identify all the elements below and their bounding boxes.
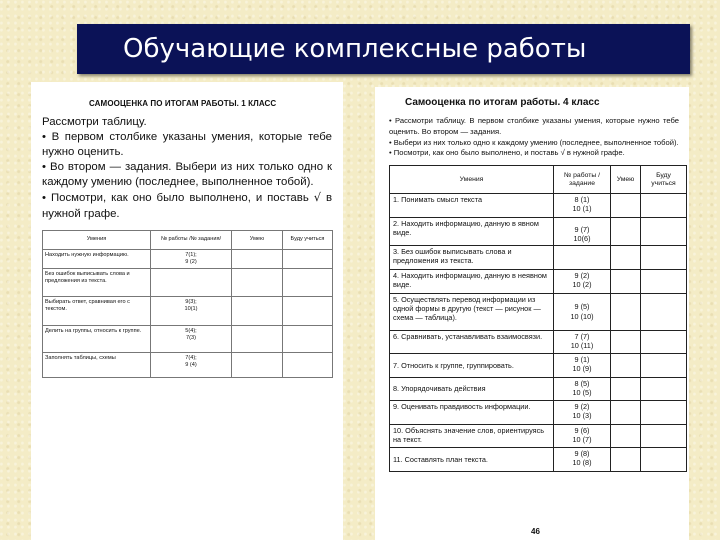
skill-cell: 1. Понимать смысл текста bbox=[390, 194, 554, 218]
task-cell: 9 (5) 10 (10) bbox=[554, 293, 611, 330]
task-cell: 9 (2) 10 (2) bbox=[554, 269, 611, 293]
bullet-icon: • bbox=[389, 148, 394, 158]
can-do-cell[interactable] bbox=[611, 269, 641, 293]
will-learn-cell[interactable] bbox=[641, 293, 687, 330]
grade4-page-title: Самооценка по итогам работы. 4 класс bbox=[405, 97, 600, 108]
grade1-self-assessment-table bbox=[42, 230, 333, 378]
task-cell: 9(3); 10(1) bbox=[151, 296, 232, 325]
bullet-icon: • bbox=[389, 116, 396, 125]
table-row bbox=[43, 352, 333, 377]
page-number: 46 bbox=[531, 527, 540, 536]
grade4-instructions bbox=[389, 116, 679, 159]
table-row bbox=[390, 377, 687, 401]
can-do-cell[interactable] bbox=[232, 352, 283, 377]
grade1-worksheet-page bbox=[31, 82, 343, 540]
skill-cell: 10. Объяснять значение слов, ориентируясь на текст. bbox=[390, 424, 554, 448]
table-header-row bbox=[390, 166, 687, 194]
task-cell bbox=[151, 268, 232, 296]
table-row bbox=[390, 354, 687, 378]
grade4-self-assessment-table bbox=[389, 165, 687, 472]
skill-cell: Находить нужную информацию. bbox=[43, 249, 151, 268]
grade1-instruction-1: Рассмотри таблицу. bbox=[42, 116, 147, 128]
task-cell bbox=[554, 245, 611, 269]
task-cell: 9 (1) 10 (9) bbox=[554, 354, 611, 378]
skill-cell: 9. Оценивать правдивость информации. bbox=[390, 401, 554, 425]
table-row bbox=[390, 194, 687, 218]
task-cell: 9 (2) 10 (3) bbox=[554, 401, 611, 425]
can-do-cell[interactable] bbox=[611, 354, 641, 378]
can-do-cell[interactable] bbox=[611, 293, 641, 330]
skill-cell: Выбирать ответ, сравнивая его с текстом. bbox=[43, 296, 151, 325]
header-can-do: Умею bbox=[611, 166, 641, 194]
can-do-cell[interactable] bbox=[232, 249, 283, 268]
task-cell: 8 (5) 10 (5) bbox=[554, 377, 611, 401]
task-cell: 9 (6) 10 (7) bbox=[554, 424, 611, 448]
will-learn-cell[interactable] bbox=[641, 354, 687, 378]
header-can-do: Умею bbox=[232, 230, 283, 249]
table-row bbox=[390, 401, 687, 425]
will-learn-cell[interactable] bbox=[283, 268, 333, 296]
will-learn-cell[interactable] bbox=[641, 448, 687, 472]
table-row bbox=[43, 249, 333, 268]
grade1-page-title: САМООЦЕНКА ПО ИТОГАМ РАБОТЫ. 1 КЛАСС bbox=[89, 99, 277, 108]
will-learn-cell[interactable] bbox=[641, 245, 687, 269]
will-learn-cell[interactable] bbox=[641, 330, 687, 354]
checkmark-icon: √ bbox=[313, 190, 321, 205]
slide-title: Обучающие комплексные работы bbox=[123, 34, 587, 64]
will-learn-cell[interactable] bbox=[283, 296, 333, 325]
skill-cell: 4. Находить информацию, данную в неявном виде. bbox=[390, 269, 554, 293]
will-learn-cell[interactable] bbox=[641, 401, 687, 425]
grade1-instruction-4: • Посмотри, как оно было выполнено, и поставь √ в нужной графе. bbox=[42, 190, 333, 220]
can-do-cell[interactable] bbox=[611, 245, 641, 269]
grade4-worksheet-page bbox=[375, 87, 689, 540]
header-will-learn: Буду учиться bbox=[641, 166, 687, 194]
can-do-cell[interactable] bbox=[611, 401, 641, 425]
task-cell: 9 (8) 10 (8) bbox=[554, 448, 611, 472]
table-row bbox=[390, 448, 687, 472]
can-do-cell[interactable] bbox=[611, 194, 641, 218]
task-cell: 7(1); 9 (2) bbox=[151, 249, 232, 268]
header-will-learn: Буду учиться bbox=[283, 230, 333, 249]
skill-cell: 3. Без ошибок выписывать слова и предложения из текста. bbox=[390, 245, 554, 269]
can-do-cell[interactable] bbox=[611, 424, 641, 448]
will-learn-cell[interactable] bbox=[283, 352, 333, 377]
will-learn-cell[interactable] bbox=[641, 269, 687, 293]
grade1-instruction-2: • В первом столбике указаны умения, которые тебе нужно оценить. bbox=[42, 131, 332, 159]
can-do-cell[interactable] bbox=[611, 330, 641, 354]
skill-cell: 5. Осуществлять перевод информации из одной формы в другую (текст — рисунок — схема — таблица). bbox=[390, 293, 554, 330]
can-do-cell[interactable] bbox=[611, 217, 641, 245]
grade4-instruction-1: • Рассмотри таблицу. В первом столбике указаны умения, которые нужно тебе оценить. Во втором — задания. bbox=[389, 116, 679, 136]
table-row bbox=[390, 245, 687, 269]
will-learn-cell[interactable] bbox=[641, 424, 687, 448]
will-learn-cell[interactable] bbox=[641, 217, 687, 245]
can-do-cell[interactable] bbox=[232, 296, 283, 325]
can-do-cell[interactable] bbox=[611, 377, 641, 401]
table-row bbox=[390, 293, 687, 330]
bullet-icon: • bbox=[42, 161, 50, 174]
will-learn-cell[interactable] bbox=[641, 377, 687, 401]
header-skills: Умения bbox=[43, 230, 151, 249]
task-cell: 5(4); 7(3) bbox=[151, 325, 232, 352]
slide-title-banner bbox=[77, 24, 690, 74]
header-task-number: № работы / задание bbox=[554, 166, 611, 194]
can-do-cell[interactable] bbox=[611, 448, 641, 472]
grade4-instruction-3: • Посмотри, как оно было выполнено, и поставь √ в нужной графе. bbox=[389, 148, 625, 158]
table-row bbox=[390, 330, 687, 354]
skill-cell: Заполнять таблицы, схемы bbox=[43, 352, 151, 377]
skill-cell: 11. Составлять план текста. bbox=[390, 448, 554, 472]
skill-cell: 6. Сравнивать, устанавливать взаимосвязи. bbox=[390, 330, 554, 354]
grade1-instruction-3: • Во втором — задания. Выбери из них только одно к каждому умению (последнее, выполненное тобой). bbox=[42, 161, 332, 189]
skill-cell: Без ошибок выписывать слова и предложения из текста. bbox=[43, 268, 151, 296]
table-row bbox=[390, 217, 687, 245]
header-skills: Умения bbox=[390, 166, 554, 194]
grade1-instructions bbox=[42, 115, 332, 222]
table-row bbox=[43, 268, 333, 296]
bullet-icon: • bbox=[42, 192, 51, 205]
can-do-cell[interactable] bbox=[232, 268, 283, 296]
bullet-icon: • bbox=[42, 131, 52, 144]
task-cell: 8 (1) 10 (1) bbox=[554, 194, 611, 218]
table-header-row bbox=[43, 230, 333, 249]
will-learn-cell[interactable] bbox=[641, 194, 687, 218]
header-task-number: № работы /№ задания/ bbox=[151, 230, 232, 249]
task-cell: 7(4); 9 (4) bbox=[151, 352, 232, 377]
will-learn-cell[interactable] bbox=[283, 249, 333, 268]
task-cell: 9 (7) 10(6) bbox=[554, 217, 611, 245]
skill-cell: 2. Находить информацию, данную в явном виде. bbox=[390, 217, 554, 245]
table-row bbox=[390, 424, 687, 448]
bullet-icon: • bbox=[389, 137, 394, 147]
table-row bbox=[43, 325, 333, 352]
skill-cell: 7. Относить к группе, группировать. bbox=[390, 354, 554, 378]
grade4-instruction-2: • Выбери из них только одно к каждому умению (последнее, выполненное тобой). bbox=[389, 137, 679, 147]
table-row bbox=[43, 296, 333, 325]
table-row bbox=[390, 269, 687, 293]
skill-cell: Делить на группы, относить к группе. bbox=[43, 325, 151, 352]
will-learn-cell[interactable] bbox=[283, 325, 333, 352]
can-do-cell[interactable] bbox=[232, 325, 283, 352]
task-cell: 7 (7) 10 (11) bbox=[554, 330, 611, 354]
skill-cell: 8. Упорядочивать действия bbox=[390, 377, 554, 401]
